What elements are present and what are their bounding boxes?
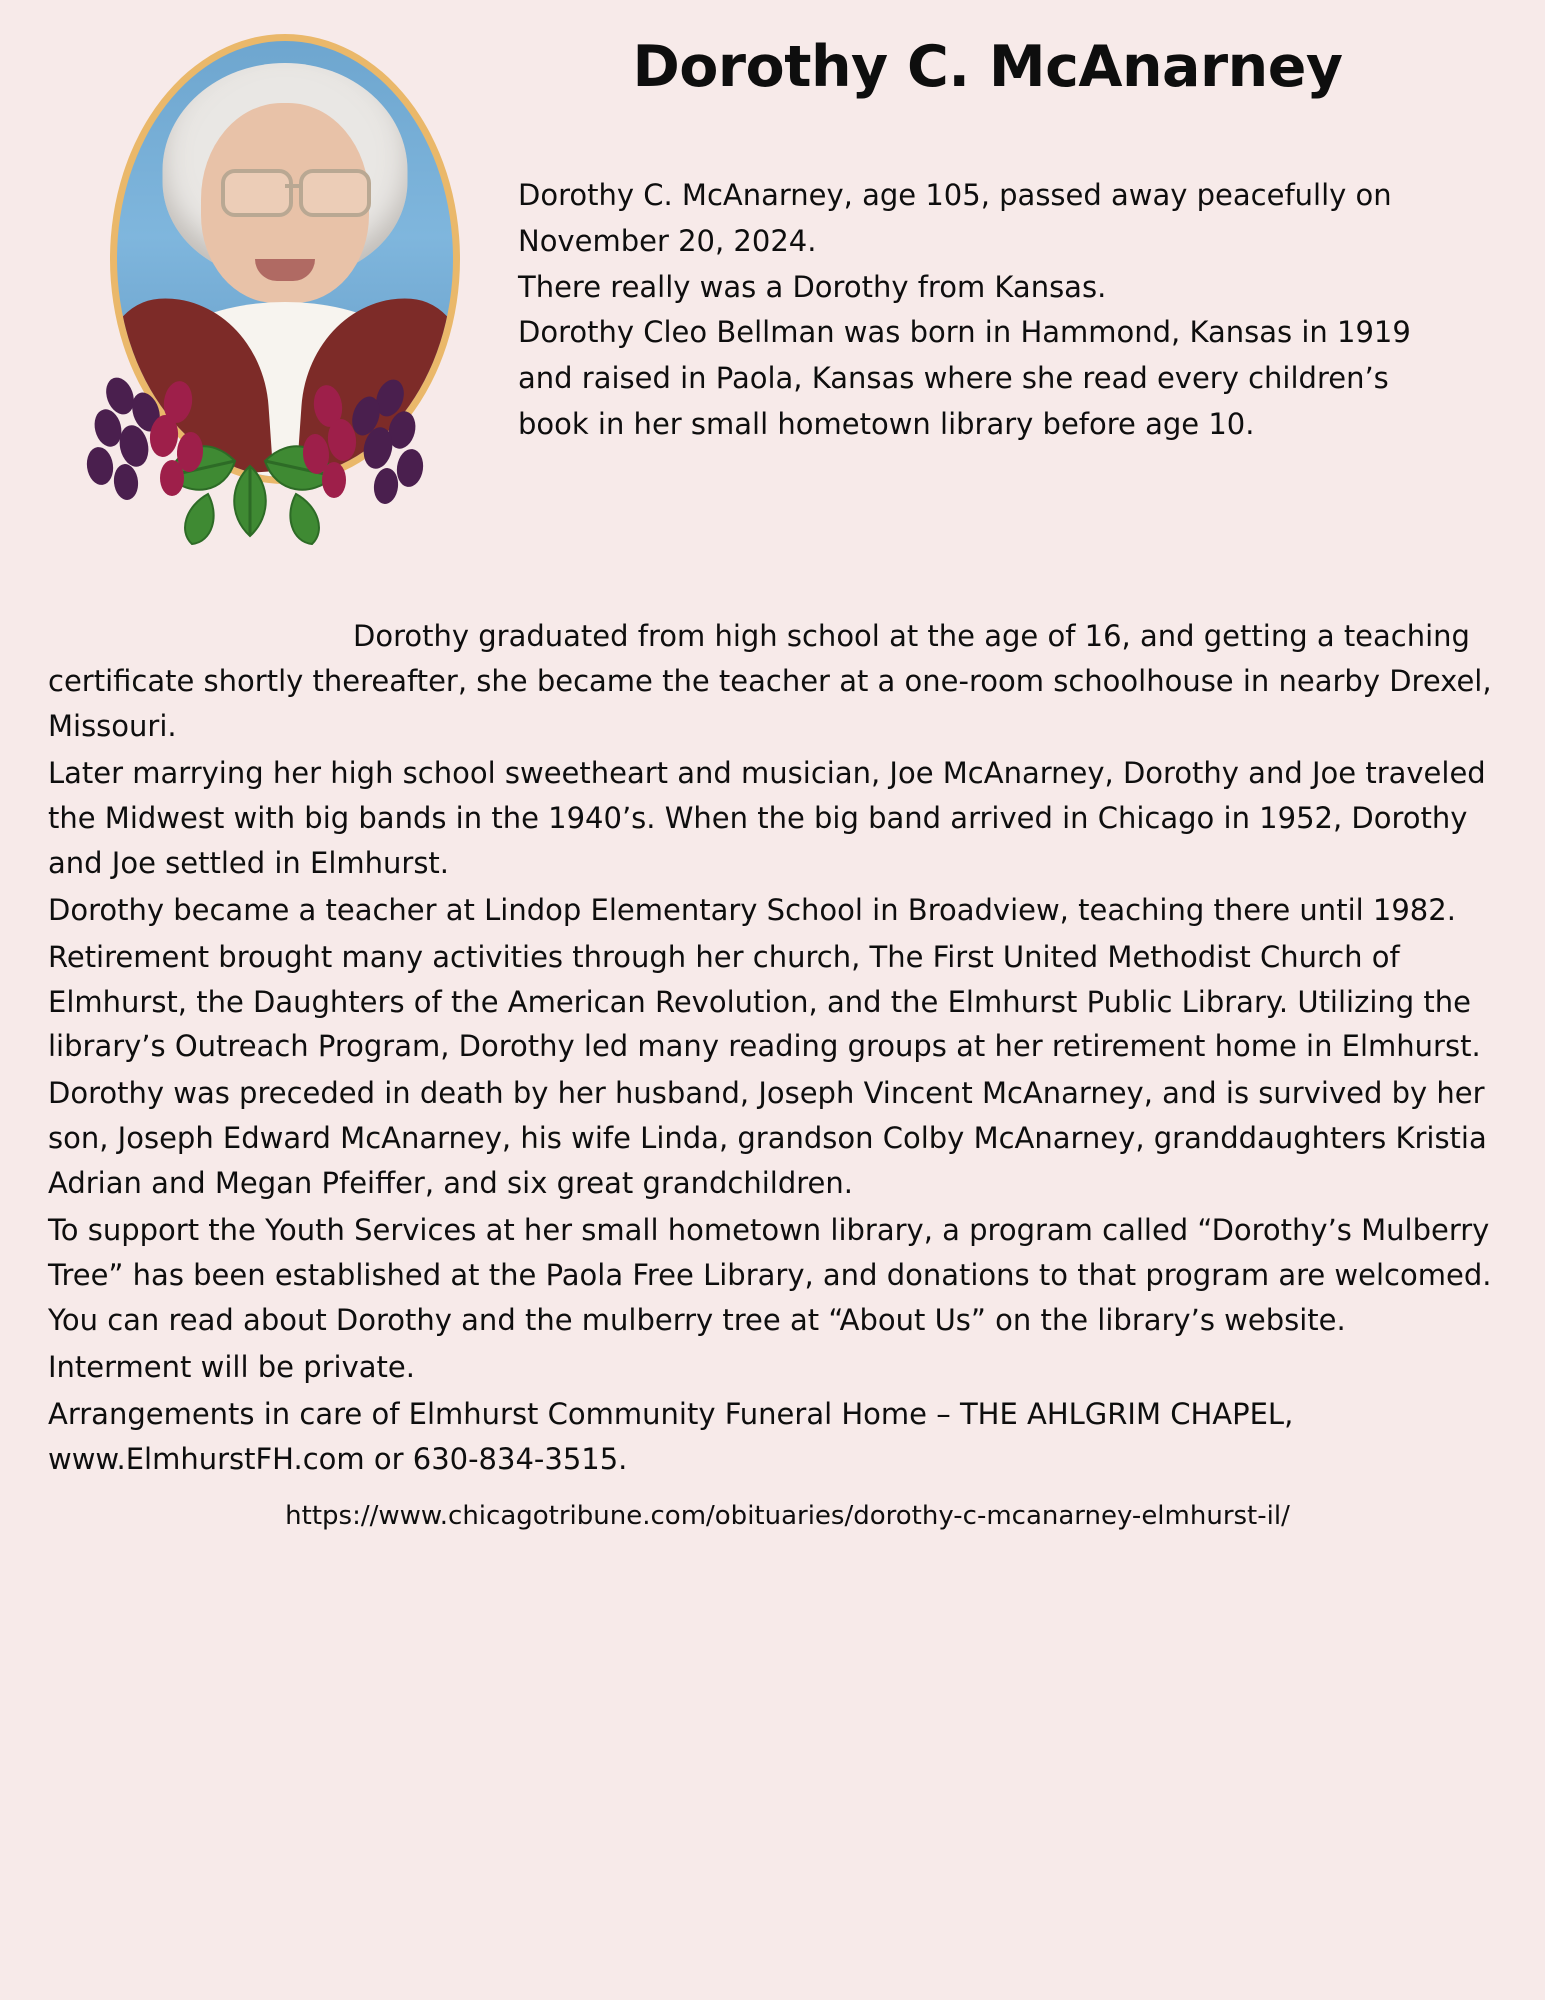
body-paragraph: Retirement brought many activities through her church, The First United Methodist Church of Elmhurst, the Daughters of the American Revolution, and the Elmhurst Public Library. Utilizing the library’s Outreach Program, Dorothy led many reading groups at her retirement home in Elmhurst. bbox=[48, 939, 1481, 1064]
body-paragraph: Arrangements in care of Elmhurst Community Funeral Home – THE AHLGRIM CHAPEL, www.ElmhurstFH.com or 630-834-3515. bbox=[48, 1396, 1294, 1476]
body-paragraph: Dorothy became a teacher at Lindop Elementary School in Broadview, teaching there until 1982. bbox=[48, 892, 1456, 927]
header-section bbox=[48, 18, 1497, 608]
obituary-body bbox=[48, 614, 1497, 1536]
portrait-glasses-left bbox=[221, 169, 293, 217]
intro-paragraph: There really was a Dorothy from Kansas. bbox=[518, 269, 1107, 304]
body-paragraph: Later marrying her high school sweetheart and musician, Joe McAnarney, Dorothy and Joe traveled the Midwest with big bands in the 1940’s. When the big band arrived in Chicago in 1952, Dorothy and Joe settled in Elmhurst. bbox=[48, 755, 1486, 880]
body-paragraph: Dorothy was preceded in death by her husband, Joseph Vincent McAnarney, and is survived by her son, Joseph Edward McAnarney, his wife Linda, grandson Colby McAnarney, granddaughters Kristia Adrian and Megan Pfeiffer, and six great grandchildren. bbox=[48, 1076, 1487, 1201]
portrait-area bbox=[60, 26, 470, 496]
intro-paragraphs bbox=[518, 173, 1448, 448]
body-paragraph: Dorothy graduated from high school at the age of 16, and getting a teaching certificate shortly thereafter, she became the teacher at a one-room schoolhouse in nearby Drexel, Missouri. bbox=[48, 619, 1492, 743]
page-title: Dorothy C. McAnarney bbox=[632, 34, 1343, 100]
intro-paragraph: Dorothy Cleo Bellman was born in Hammond, Kansas in 1919 and raised in Paola, Kansas where she read every children’s book in her small hometown library before age 10. bbox=[518, 315, 1411, 442]
mulberry-branch-icon bbox=[60, 366, 480, 546]
portrait-glasses-bridge bbox=[285, 184, 299, 188]
body-paragraph: To support the Youth Services at her small hometown library, a program called “Dorothy’s Mulberry Tree” has been established at the Paola Free Library, and donations to that program are welcomed. You can read about Dorothy and the mulberry tree at “About Us” on the library’s website. bbox=[48, 1213, 1492, 1338]
intro-paragraph: Dorothy C. McAnarney, age 105, passed away peacefully on November 20, 2024. bbox=[518, 178, 1392, 258]
source-url[interactable]: https://www.chicagotribune.com/obituaries/dorothy-c-mcanarney-elmhurst-il/ bbox=[285, 1500, 1290, 1531]
body-paragraph: Interment will be private. bbox=[48, 1350, 415, 1384]
portrait-glasses-right bbox=[299, 169, 371, 217]
